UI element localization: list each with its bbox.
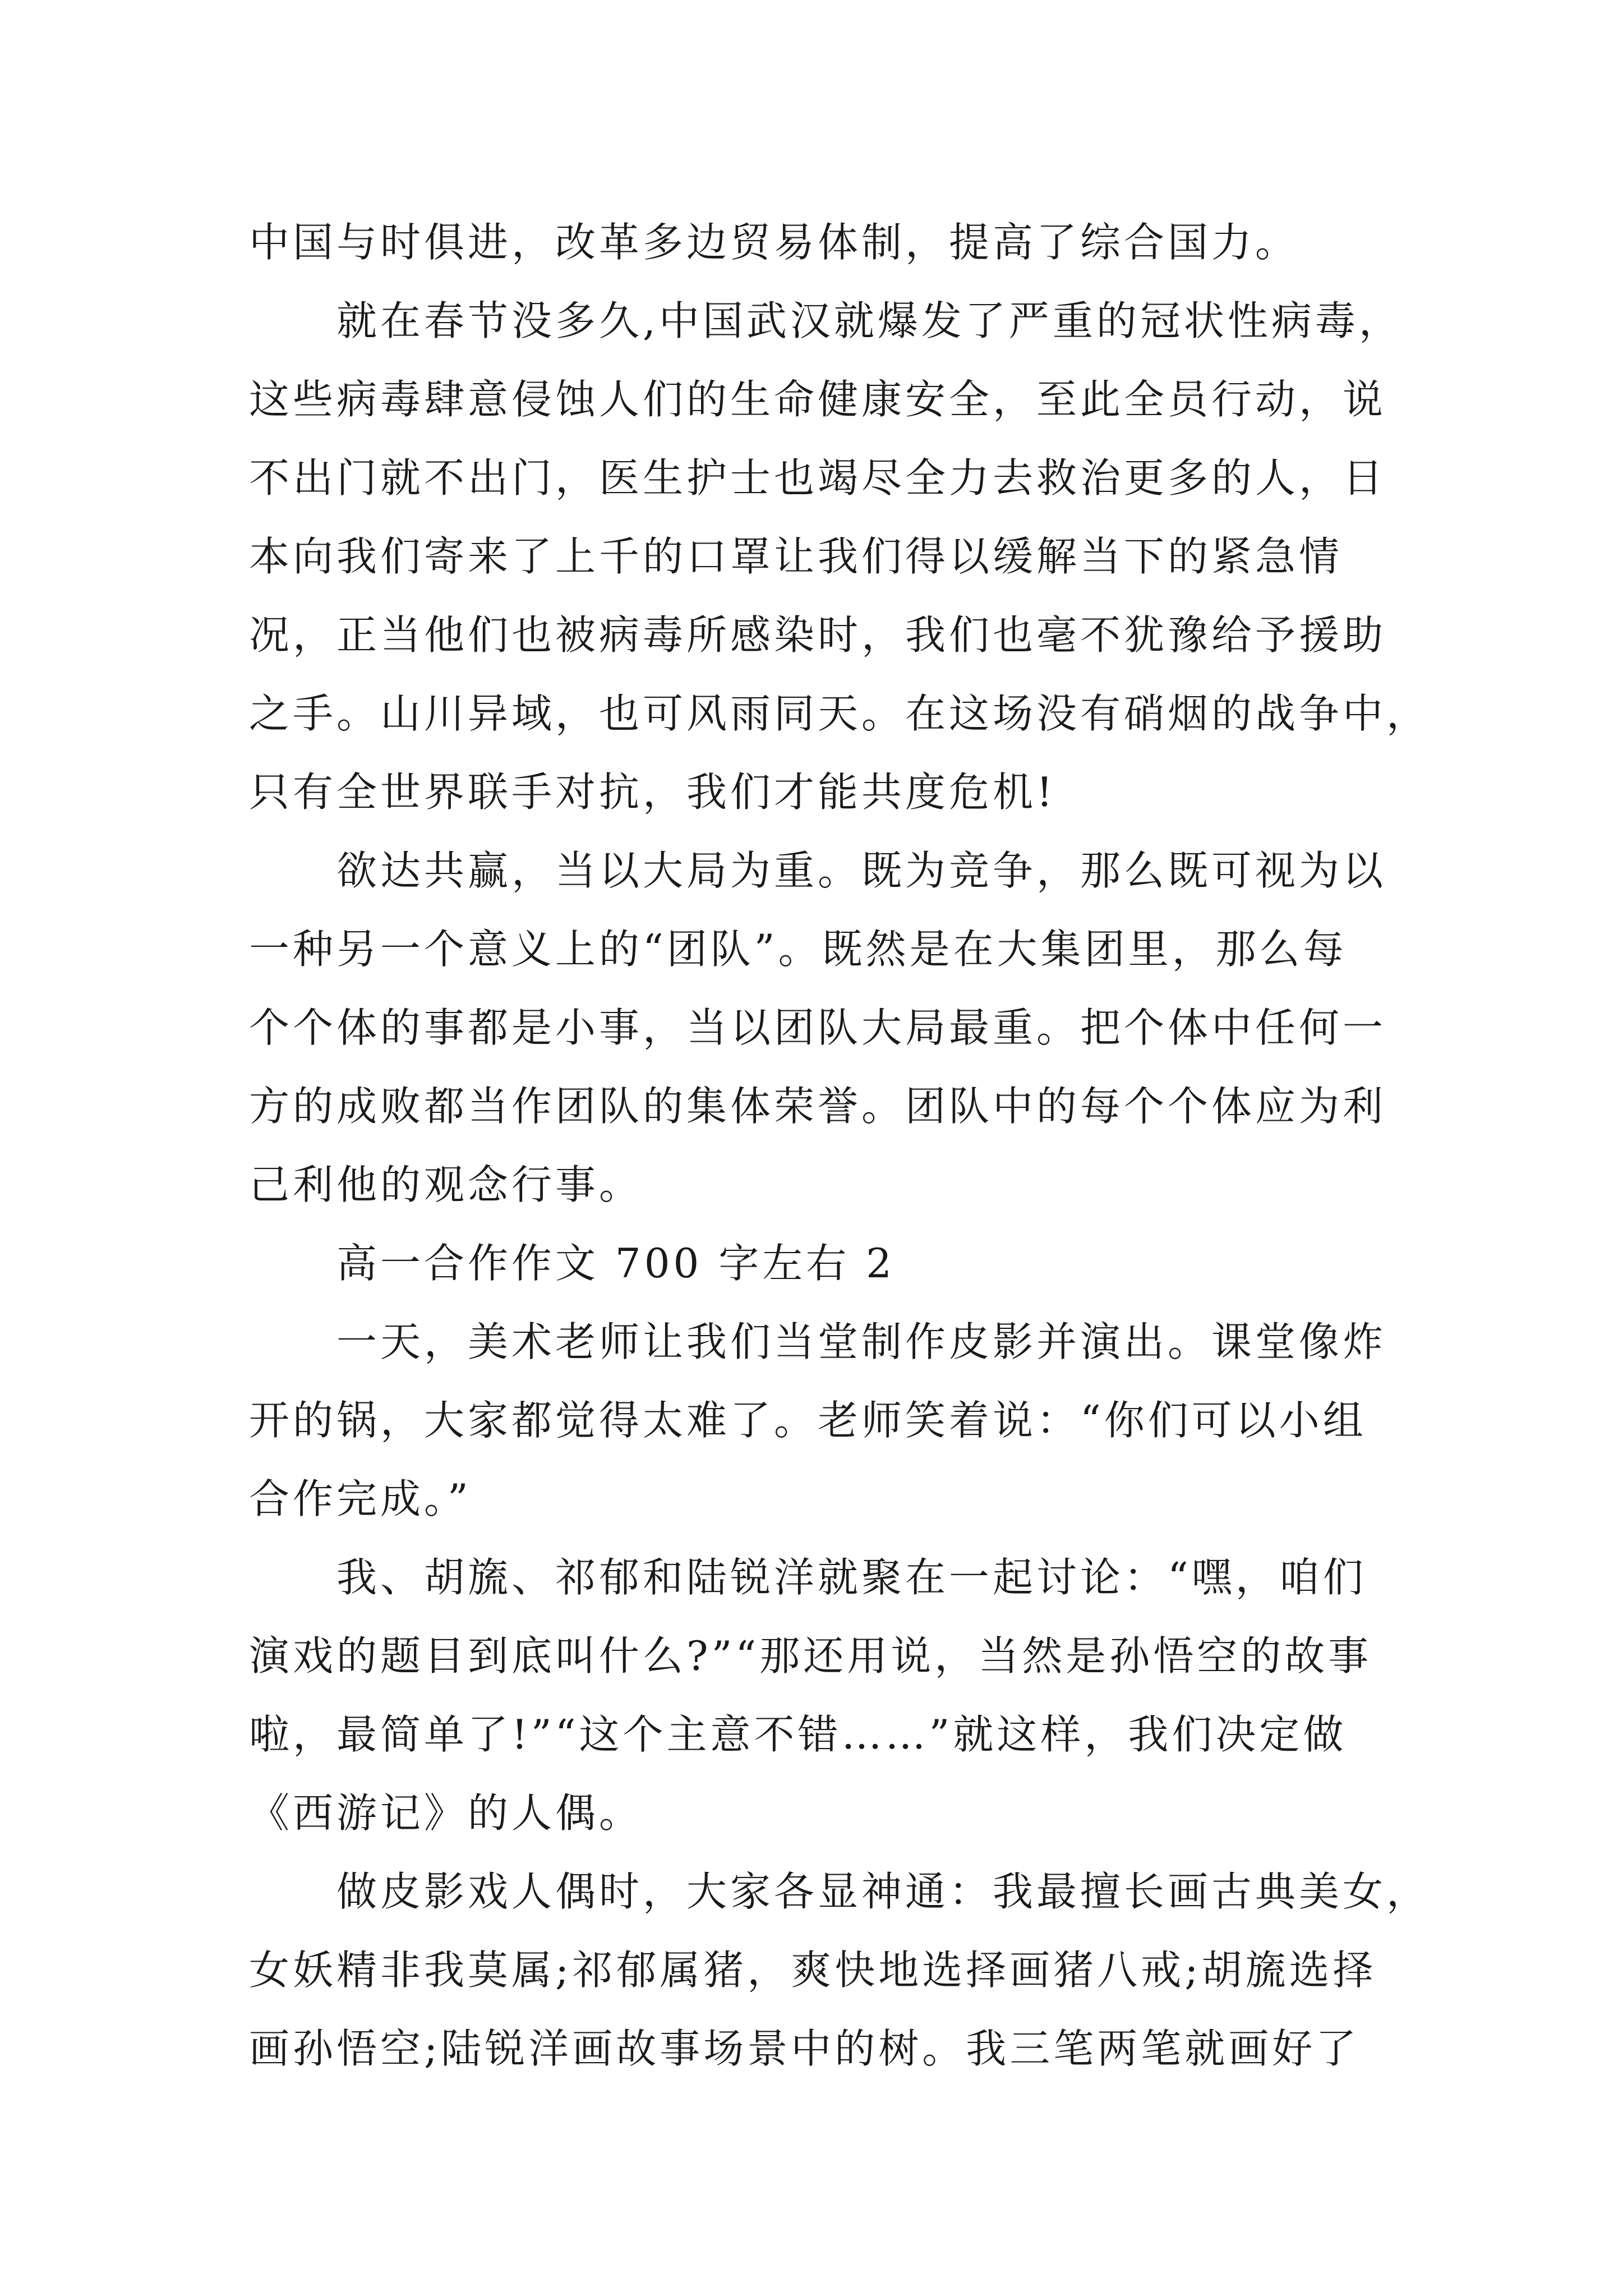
section-heading: 高一合作作文 700 字左右 2 [336, 1240, 895, 1287]
text-line: 不出门就不出门，医生护士也竭尽全力去救治更多的人，日 [249, 454, 1387, 501]
text-line: 演戏的题目到底叫什么?”“那还用说，当然是孙悟空的故事 [249, 1632, 1372, 1680]
text-line: 个个体的事都是小事，当以团队大局最重。把个体中任何一 [249, 1004, 1387, 1051]
text-line: 一种另一个意义上的“团队”。既然是在大集团里，那么每 [249, 926, 1347, 973]
text-line: 开的锅，大家都觉得太难了。老师笑着说：“你们可以小组 [249, 1397, 1367, 1444]
text-line: 中国与时俱进，改革多边贸易体制，提高了综合国力。 [249, 219, 1299, 266]
text-line: 就在春节没多久,中国武汉就爆发了严重的冠状性病毒， [336, 297, 1403, 344]
text-line: 合作完成。” [249, 1475, 472, 1522]
text-line: 画孙悟空;陆锐洋画故事场景中的树。我三笔两笔就画好了 [249, 2025, 1360, 2072]
text-line: 之手。山川异域，也可风雨同天。在这场没有硝烟的战争中， [249, 690, 1431, 737]
text-line: 我、胡旒、祁郁和陆锐洋就聚在一起讨论：“嘿，咱们 [336, 1554, 1367, 1601]
text-line: 本向我们寄来了上千的口罩让我们得以缓解当下的紧急情 [249, 533, 1343, 580]
text-line: 方的成败都当作团队的集体荣誉。团队中的每个个体应为利 [249, 1083, 1387, 1130]
text-line: 欲达共赢，当以大局为重。既为竞争，那么既可视为以 [336, 847, 1387, 894]
text-line: 做皮影戏人偶时，大家各显神通：我最擅长画古典美女， [336, 1868, 1431, 1915]
text-line: 这些病毒肆意侵蚀人们的生命健康安全，至此全员行动，说 [249, 376, 1387, 423]
text-line: 女妖精非我莫属;祁郁属猪，爽快地选择画猪八戒;胡旒选择 [249, 1947, 1377, 1994]
text-line: 己利他的观念行事。 [249, 1161, 643, 1208]
text-line: 一天，美术老师让我们当堂制作皮影并演出。课堂像炸 [336, 1318, 1387, 1365]
text-line: 只有全世界联手对抗，我们才能共度危机! [249, 769, 1056, 816]
text-line: 啦，最简单了!”“这个主意不错……”就这样，我们决定做 [249, 1711, 1347, 1758]
text-line: 况，正当他们也被病毒所感染时，我们也毫不犹豫给予援助 [249, 611, 1387, 659]
text-line: 《西游记》的人偶。 [249, 1789, 643, 1837]
